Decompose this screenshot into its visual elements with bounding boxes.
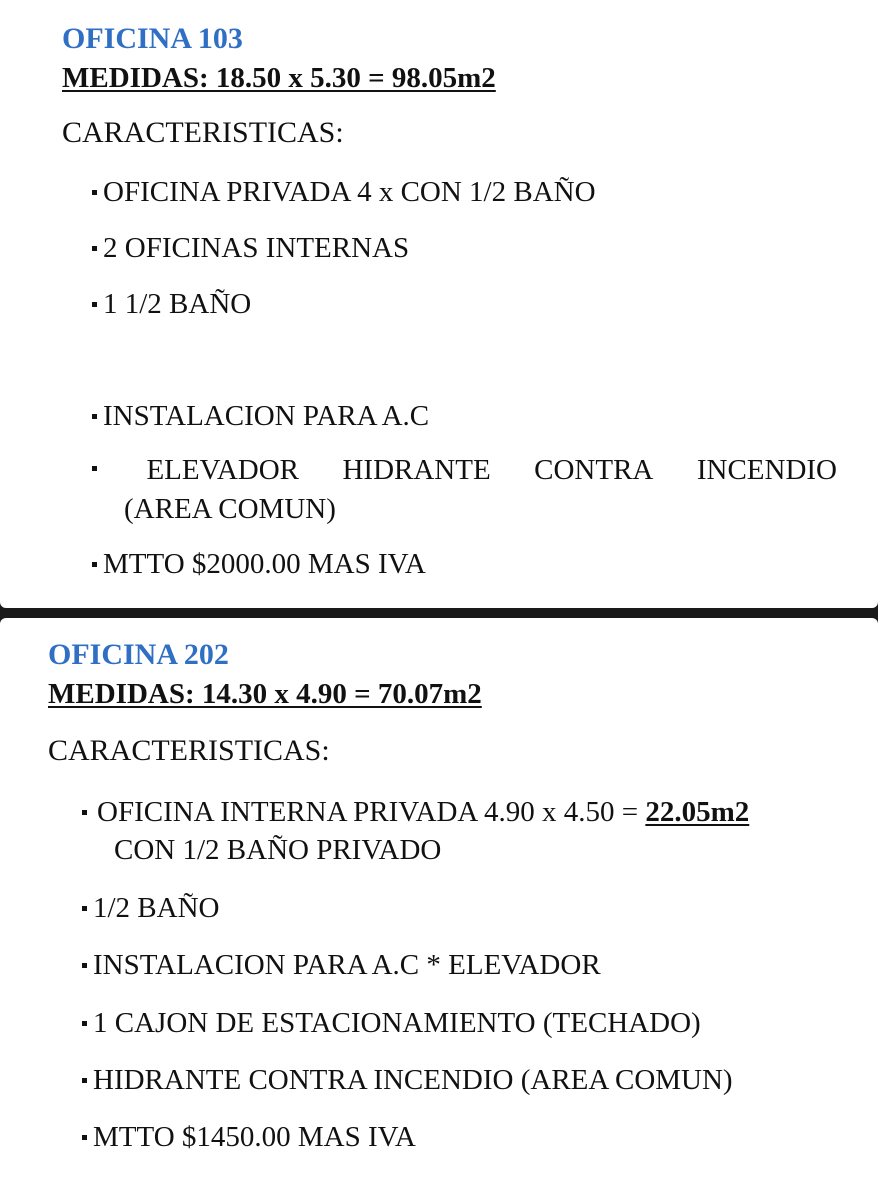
feature-item: MTTO $2000.00 MAS IVA [92, 544, 426, 584]
feature-item: ELEVADOR HIDRANTE CONTRA INCENDIO [92, 450, 837, 490]
bullet-icon [82, 1021, 87, 1026]
feature-item: OFICINA INTERNA PRIVADA 4.90 x 4.50 = 22.05m2 [82, 792, 749, 832]
office-202-card [0, 618, 878, 1200]
feature-item: 1 1/2 BAÑO [92, 284, 251, 324]
feature-item: 1 CAJON DE ESTACIONAMIENTO (TECHADO) [82, 1003, 701, 1043]
office-measures: MEDIDAS: 14.30 x 4.90 = 70.07m2 [48, 678, 482, 710]
office-title: OFICINA 103 [62, 22, 243, 55]
office-title: OFICINA 202 [48, 638, 229, 671]
bullet-icon [92, 246, 97, 251]
feature-item: INSTALACION PARA A.C * ELEVADOR [82, 945, 601, 985]
bullet-icon [82, 963, 87, 968]
feature-item: 1/2 BAÑO [82, 888, 219, 928]
bullet-icon [92, 562, 97, 567]
features-label: CARACTERISTICAS: [62, 116, 344, 149]
bullet-icon [82, 906, 87, 911]
bullet-icon [92, 466, 97, 471]
feature-item: OFICINA PRIVADA 4 x CON 1/2 BAÑO [92, 172, 596, 212]
bullet-icon [92, 414, 97, 419]
bullet-icon [82, 1135, 87, 1140]
bullet-icon [82, 1078, 87, 1083]
feature-item: MTTO $1450.00 MAS IVA [82, 1117, 416, 1157]
office-measures: MEDIDAS: 18.50 x 5.30 = 98.05m2 [62, 62, 496, 94]
feature-item: HIDRANTE CONTRA INCENDIO (AREA COMUN) [82, 1060, 733, 1100]
feature-item-continuation: CON 1/2 BAÑO PRIVADO [114, 834, 442, 866]
features-label: CARACTERISTICAS: [48, 734, 330, 767]
office-area-highlight: 22.05m2 [645, 796, 750, 828]
feature-item: 2 OFICINAS INTERNAS [92, 228, 409, 268]
bullet-icon [82, 810, 87, 815]
bullet-icon [92, 190, 97, 195]
bullet-icon [92, 302, 97, 307]
feature-item: INSTALACION PARA A.C [92, 396, 429, 436]
feature-item-continuation: (AREA COMUN) [124, 493, 336, 525]
